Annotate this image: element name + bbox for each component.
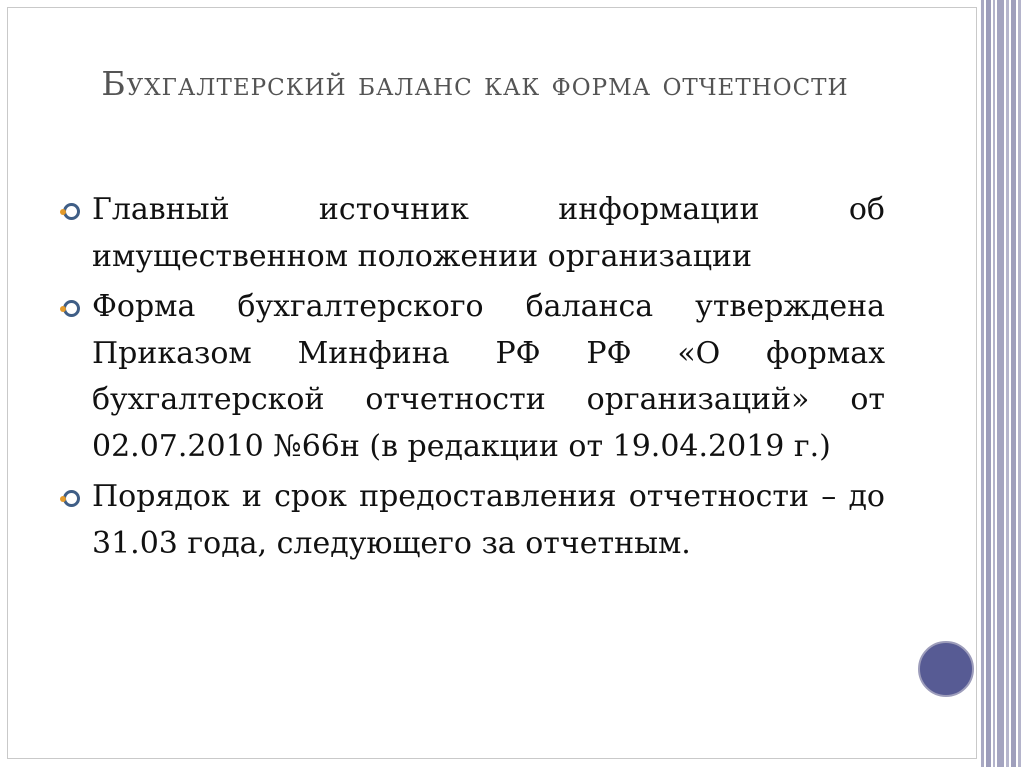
bullet-item bbox=[60, 474, 885, 567]
decor-stripe bbox=[986, 0, 991, 767]
decor-stripe bbox=[993, 0, 995, 767]
decor-stripe bbox=[1011, 0, 1016, 767]
decor-stripe bbox=[981, 0, 984, 767]
bullet-item bbox=[60, 187, 885, 280]
decor-circle-icon bbox=[918, 641, 974, 697]
bullet-text: Порядок и срок предоставления отчетности – до 31.03 года, следующего за отчетным. bbox=[92, 479, 885, 561]
bullet-list bbox=[60, 187, 885, 571]
slide-title: Бухгалтерский баланс как форма отчетности bbox=[101, 64, 849, 103]
decor-stripe bbox=[1006, 0, 1009, 767]
bullet-text: Главный источник информации об имущественном положении организации bbox=[92, 192, 885, 274]
decor-stripe bbox=[997, 0, 1004, 767]
bullet-ring-icon bbox=[63, 300, 80, 317]
bullet-ring-icon bbox=[63, 203, 80, 220]
bullet-text: Форма бухгалтерского баланса утверждена Приказом Минфина РФ РФ «О формах бухгалтерской отчетности организаций» от 02.07.2010 №66н (в редакции от 19.04.2019 г.) bbox=[92, 289, 885, 464]
bullet-ring-icon bbox=[63, 490, 80, 507]
decor-stripe bbox=[1018, 0, 1021, 767]
bullet-item bbox=[60, 284, 885, 470]
